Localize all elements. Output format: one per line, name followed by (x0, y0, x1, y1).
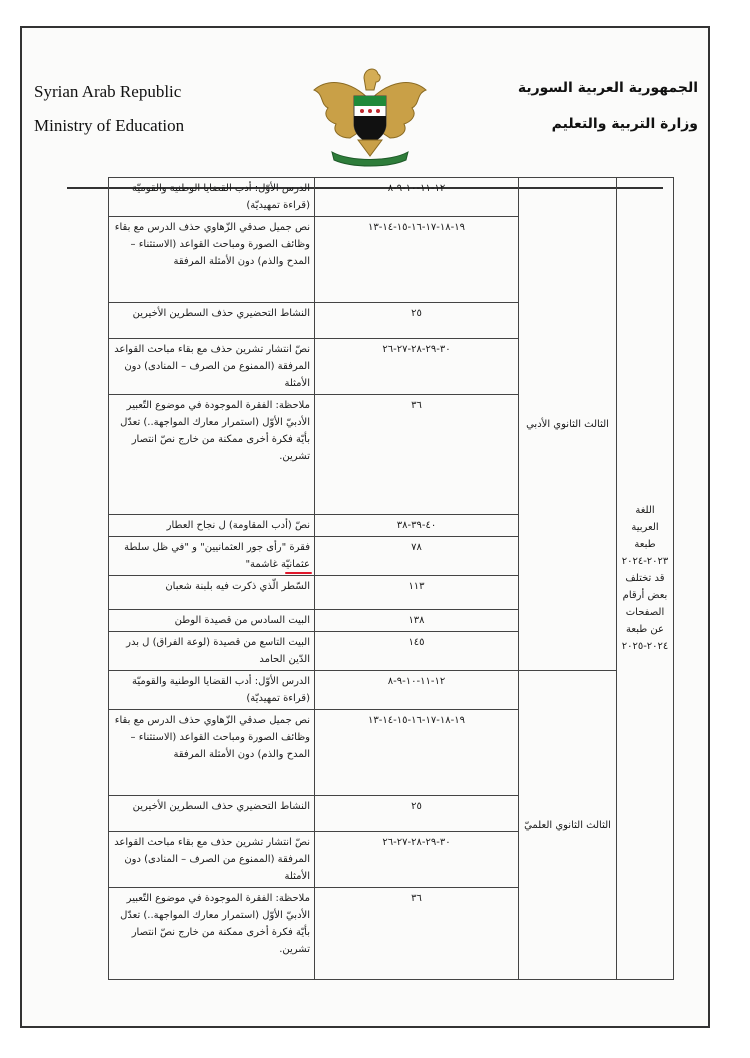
header-en-country: Syrian Arab Republic (34, 82, 182, 101)
note-text: النشاط التحضيري حذف السطرين الأخيرين (132, 308, 310, 319)
pages-cell: ٣٦ (315, 395, 519, 515)
note-cell (109, 796, 315, 832)
pages-cell: ١١٣ (315, 576, 519, 610)
note-cell (109, 610, 315, 632)
pages-cell: ٣٦ (315, 888, 519, 980)
note-cell (109, 710, 315, 796)
note-text: نص جميل صدقي الزّهاوي حذف الدرس مع بقاء وظائف الصورة ومباحث القواعد (الاستثناء – المدح والذم) دون الأمثلة المرفقة (114, 715, 310, 760)
note-text: نصّ (أدب المقاومة) ل نجاح العطار (166, 520, 310, 531)
note-text: نص جميل صدقي الزّهاوي حذف الدرس مع بقاء وظائف الصورة ومباحث القواعد (الاستثناء – المدح والذم) دون الأمثلة المرفقة (114, 222, 310, 267)
pages-cell: ١٩-١٨-١٧-١٦-١٥-١٤-١٣ (315, 217, 519, 303)
pages-cell: ٢٥ (315, 303, 519, 339)
eagle-emblem-icon (310, 60, 430, 170)
note-text: الدرس الأوّل: أدب القضايا الوطنية والقوميّة (قراءة تمهيديّة) (132, 183, 310, 211)
highlighted-note-text: فقرة "رأى جور العثمانيين" و "في ظل سلطة عثمانيّة غاشمة" (124, 542, 310, 570)
pages-cell: ١٩-١٨-١٧-١٦-١٥-١٤-١٣ (315, 710, 519, 796)
header-ar-country: الجمهورية العربية السورية (517, 80, 698, 96)
pages-cell: ٢٥ (315, 796, 519, 832)
header-en-ministry: Ministry of Education (34, 116, 185, 135)
note-text: السّطر الّذي ذكرت فيه بلبنة شعبان (165, 581, 310, 592)
pages-cell: ١٣٨ (315, 610, 519, 632)
note-cell (109, 303, 315, 339)
note-cell (109, 888, 315, 980)
note-text: الدرس الأوّل: أدب القضايا الوطنية والقوميّة (قراءة تمهيديّة) (132, 676, 310, 704)
note-text: البيت السادس من قصيدة الوطن (174, 615, 310, 626)
note-cell (109, 632, 315, 671)
note-cell (109, 178, 315, 217)
class-cell: الثالث الثانوي الأدبي (519, 178, 617, 671)
class-cell: الثالث الثانوي العلميّ (519, 671, 617, 980)
note-cell (109, 576, 315, 610)
note-text: نصّ انتشار تشرين حذف مع بقاء مباحث القواعد المرفقة (الممنوع من الصرف – المنادى) دون الأمثلة (114, 344, 310, 389)
note-text: النشاط التحضيري حذف السطرين الأخيرين (132, 801, 310, 812)
note-text: البيت التاسع من قصيدة (لوعة الفراق) ل بدر الدّين الحامد (126, 637, 310, 665)
note-text: ملاحظة: الفقرة الموجودة في موضوع التّعبير الأدبيّ الأوّل (استمرار معارك المواجهة..) تعدّل بأيّة فكرة أخرى ممكنة من خارج نصّ انتصار تشرين. (120, 893, 310, 955)
note-cell (109, 339, 315, 395)
table-row (109, 671, 674, 710)
pages-cell: ١٤٥ (315, 632, 519, 671)
pages-cell: ١٢-١١-١٠-٩-٨ (315, 178, 519, 217)
deletions-table (108, 177, 674, 980)
note-cell (109, 537, 315, 576)
pages-cell: ٣٠-٢٩-٢٨-٢٧-٢٦ (315, 339, 519, 395)
subject-cell: اللغة العربية طبعة ٢٠٢٣-٢٠٢٤ قد تختلف بعض أرقام الصفحات عن طبعة ٢٠٢٤-٢٠٢٥ (617, 178, 674, 980)
pages-cell: ٣٠-٢٩-٢٨-٢٧-٢٦ (315, 832, 519, 888)
pages-cell: ٤٠-٣٩-٣٨ (315, 515, 519, 537)
note-text: نصّ انتشار تشرين حذف مع بقاء مباحث القواعد المرفقة (الممنوع من الصرف – المنادى) دون الأمثلة (114, 837, 310, 882)
table-row (109, 178, 674, 217)
note-text: ملاحظة: الفقرة الموجودة في موضوع التّعبير الأدبيّ الأوّل (استمرار معارك المواجهة..) تعدّل بأيّة فكرة أخرى ممكنة من خارج نصّ انتصار تشرين. (120, 400, 310, 462)
note-cell (109, 395, 315, 515)
header-ar-ministry: وزارة التربية والتعليم (551, 116, 698, 132)
note-cell (109, 671, 315, 710)
pages-cell: ١٢-١١-١٠-٩-٨ (315, 671, 519, 710)
pages-cell: ٧٨ (315, 537, 519, 576)
note-cell (109, 217, 315, 303)
note-cell (109, 515, 315, 537)
note-cell (109, 832, 315, 888)
